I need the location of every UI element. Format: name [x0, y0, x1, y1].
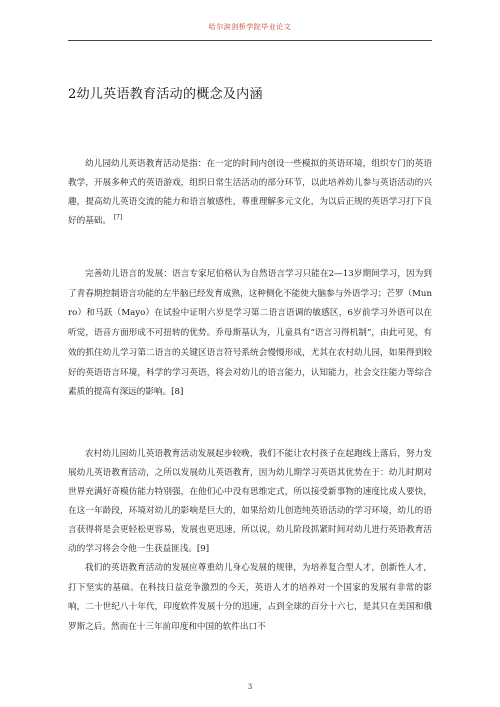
paragraph-talent-cultivation — [68, 559, 432, 637]
page-header: 哈尔滨剑桥学院毕业论文 — [208, 23, 292, 31]
paragraph-text: 我们的英语教育活动的发展应尊重幼儿身心发展的规律，为培养复合型人才，创新性人才，打下坚实的基础。在科技日益竞争激烈的今天，英语人才的培养对一个国家的发展有非常的影响，二十世纪八十年代，印度软件发展十分的迅速，占到全球的百分十六七，是其只在美国和俄罗斯之后。然而在十三年前印度和中国的软件出口不 — [68, 563, 432, 632]
paragraph-text: 完善幼儿语言的发展：语言专家尼伯格认为自然语言学习只能在2—13岁期间学习，因为到了青春期控制语言功能的左半脑已经发育成熟，这种侧化不能使大脑参与外语学习；芒罗（Munro）和马跃（Mayo）在试验中证明六岁是学习第二语言语调的敏感区，6岁前学习外语可以在听觉，语音方面形成不可扭转的优势。乔母斯基认为，儿童具有“语言习得机制”，由此可见，有效的抓住幼儿学习第二语言的关键区语言符号系统会慢慢形成，尤其在农村幼儿园，如果得到较好的英语语言环境，科学的学习英语，将会对幼儿的语言能力，认知能力，社会交往能力等综合素质的提高有深远的影响。[8] — [68, 269, 432, 398]
paragraph-definition — [68, 155, 432, 231]
page-number: 3 — [247, 683, 253, 691]
section-title: 2幼儿英语教育活动的概念及内涵 — [68, 87, 263, 102]
reference-marker: [7] — [113, 214, 123, 222]
paragraph-text: 幼儿园幼儿英语教育活动是指：在一定的时间内创设一些模拟的英语环境，组织专门的英语教学，开展多种式的英语游戏，组织日常生活活动的部分环节，以此培养幼儿参与英语活动的兴趣，提高幼儿英语交流的能力和语言敏感性，尊重理解多元文化，为以后正规的英语学习打下良好的基础。 — [68, 159, 432, 226]
paragraph-text: 农村幼儿园幼儿英语教育活动发展起步较晚，我们不能让农村孩子在起跑线上落后，努力发展幼儿英语教育活动，之所以发展幼儿英语教育，因为幼儿期学习英语其优势在于：幼儿时期对世界充满好奇模仿能力特别强，在他们心中没有思维定式，所以接受新事物的速度比成人要快，在这一年龄段，环境对幼儿的影响是巨大的，如果给幼儿创造纯英语活动的学习环境，幼儿的语言获得将是会更轻松更容易，发展也更迅速，所以说，幼儿阶段抓紧时间对幼儿进行英语教育活动的学习将会令他一生获益匪浅。[9] — [68, 449, 432, 554]
paragraph-language-development — [68, 265, 432, 403]
paragraph-rural-kindergarten — [68, 445, 432, 559]
header-divider — [68, 40, 432, 41]
